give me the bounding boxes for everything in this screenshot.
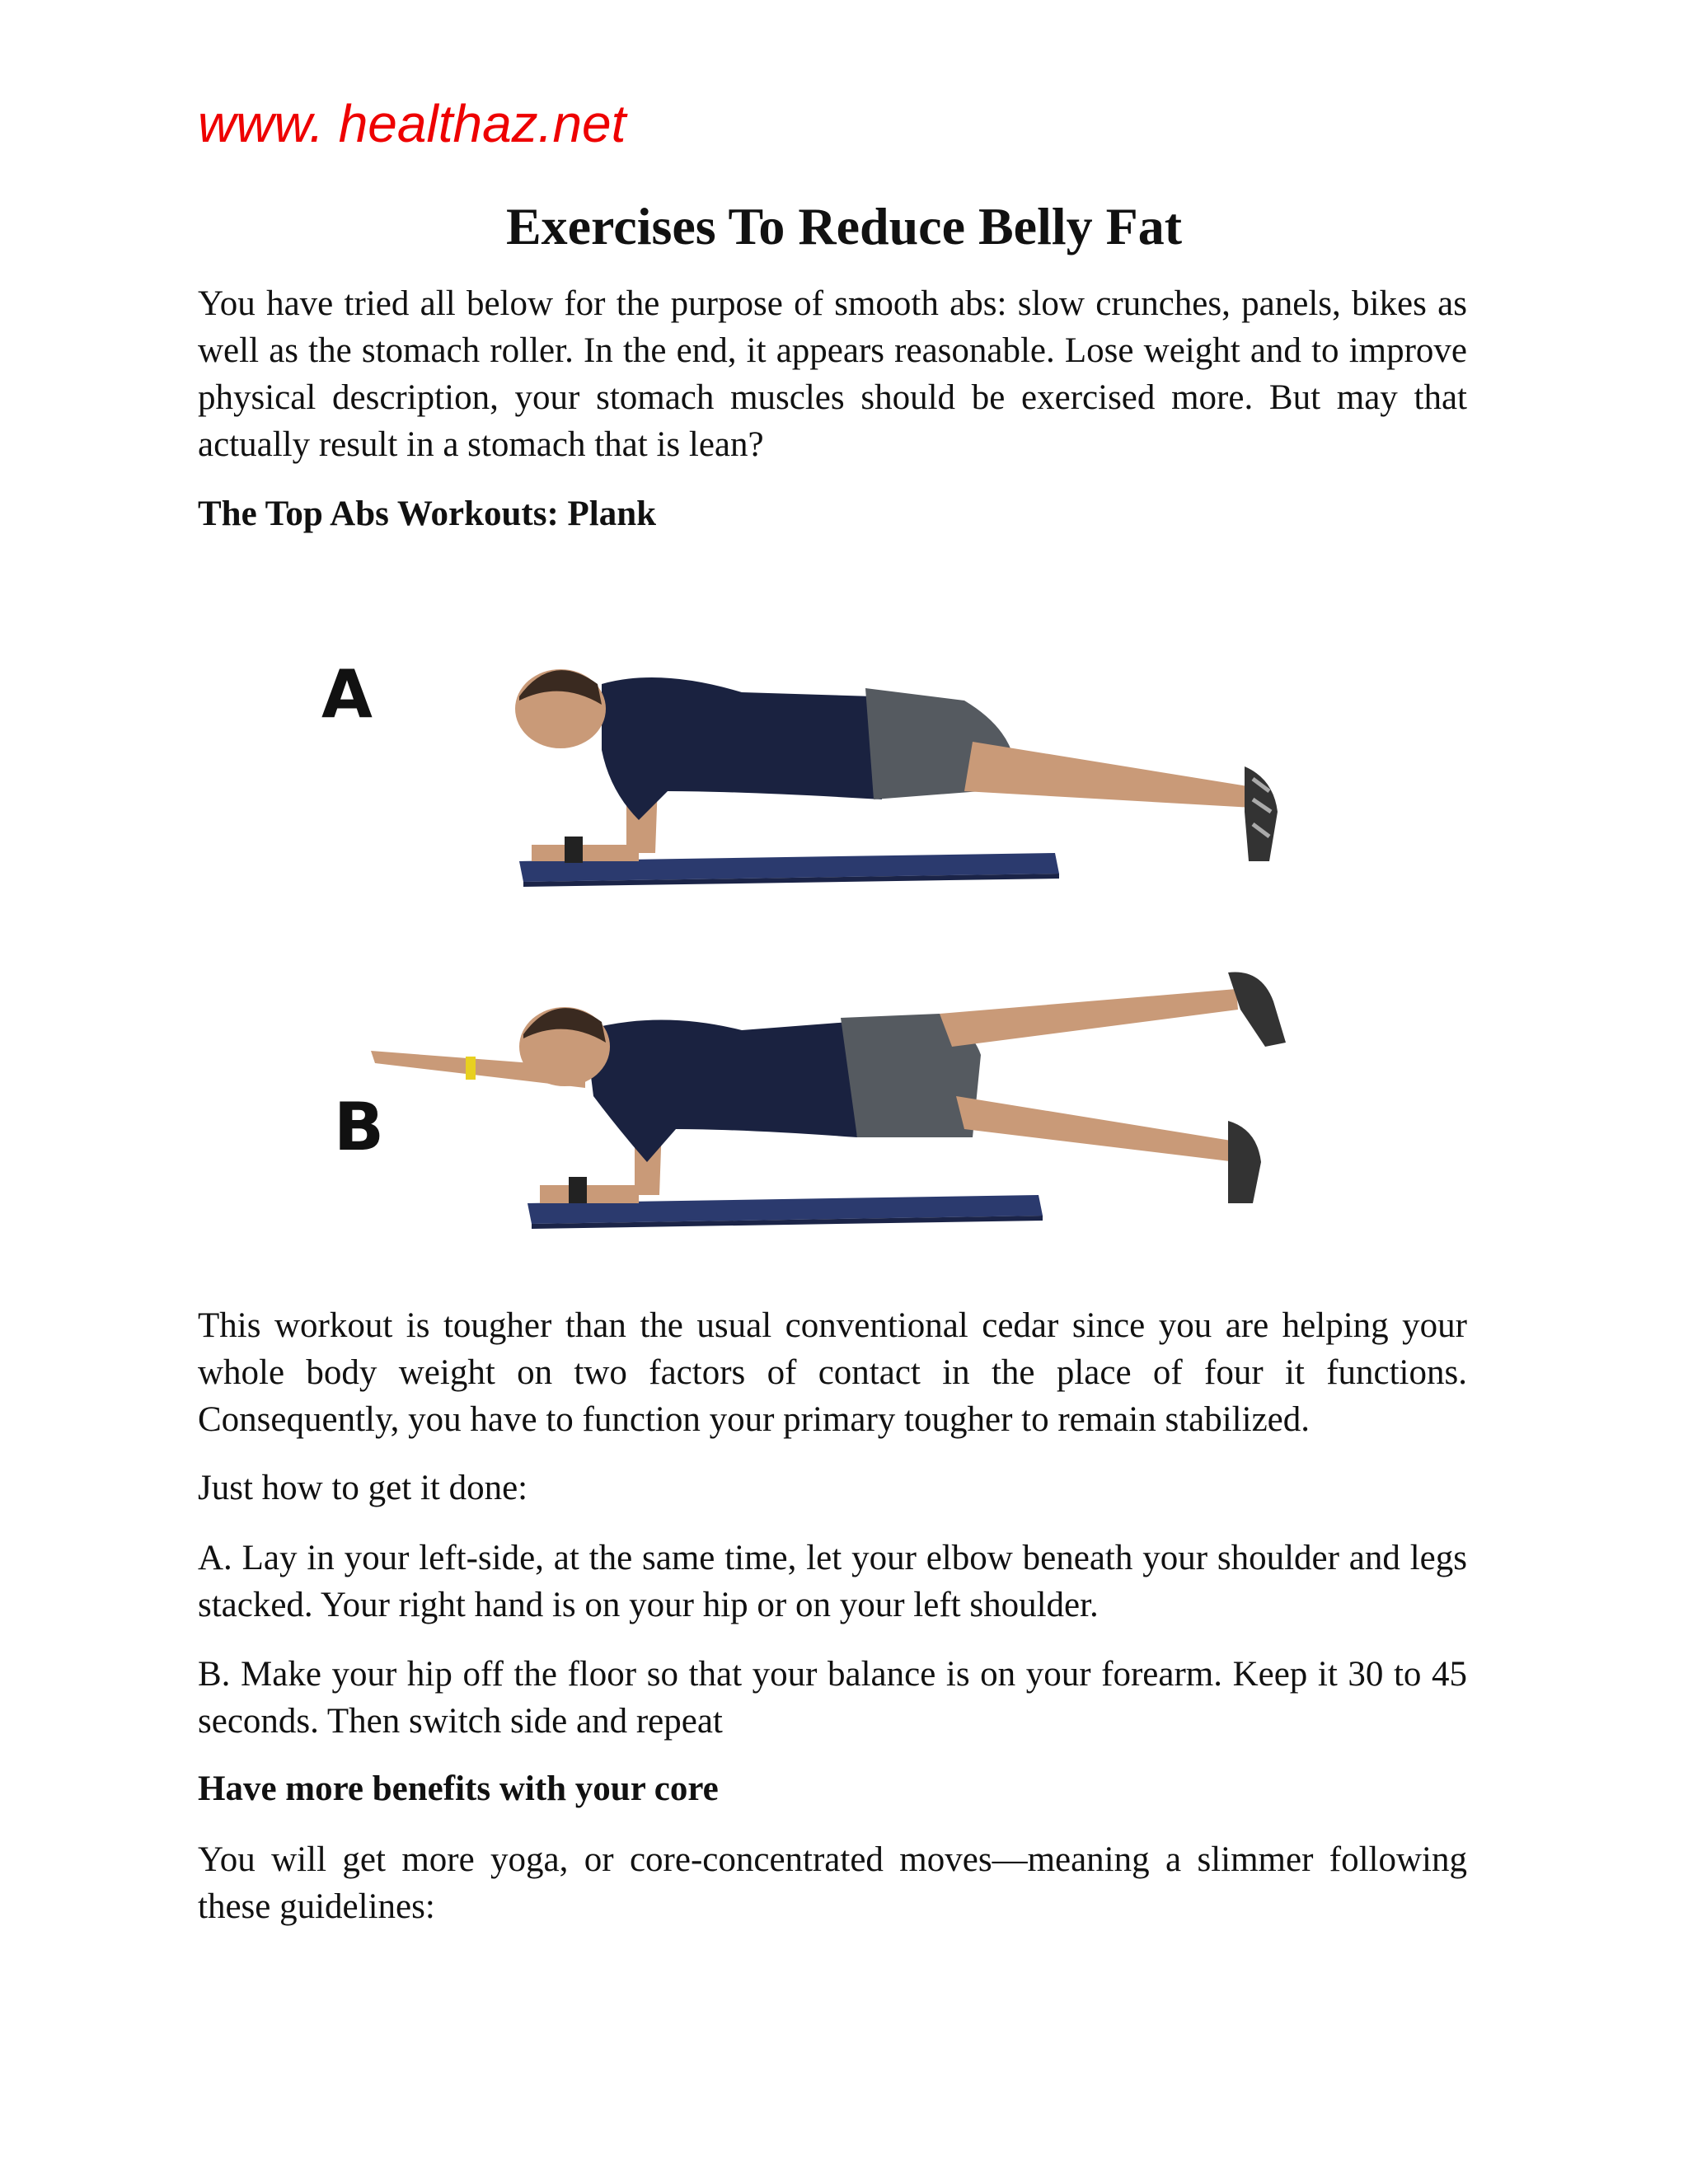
intro-block (198, 280, 1467, 468)
paragraph2-block (198, 1302, 1467, 1443)
watch-a (565, 837, 583, 863)
pose-a (515, 669, 1278, 887)
forearm-b (540, 1185, 639, 1203)
workout-description-paragraph: This workout is tougher than the usual conventional cedar since you are helping your whole body weight on two factors of contact in the place of four it functions. Consequently, you have to function your primary tougher to remain stabilized. (198, 1306, 1467, 1439)
plank-illustration (313, 635, 1385, 1253)
howto-intro: Just how to get it done: (198, 1469, 528, 1507)
section-heading-plank: The Top Abs Workouts: Plank (198, 494, 657, 533)
pose-b (371, 972, 1286, 1229)
intro-paragraph: You have tried all below for the purpose of smooth abs: slow crunches, panels, bikes as well as the stomach roller. In the end, it appears reasonable. Lose weight and to improve physical description, your stomach muscles should be exercised more. But may that actually result in a stomach that is lean? (198, 284, 1467, 464)
figure-label-b: B (334, 1089, 384, 1165)
raised-leg-b (940, 989, 1238, 1047)
wristband-b (466, 1057, 476, 1080)
shirt-a (602, 677, 882, 820)
figure-label-a: A (321, 656, 373, 733)
core-paragraph: You will get more yoga, or core-concentrated moves—meaning a slimmer following these guidelines: (198, 1840, 1467, 1926)
howto-block (198, 1465, 1467, 1511)
section1-block (198, 490, 1467, 537)
paragraph3-block (198, 1836, 1467, 1930)
plank-figure-svg (313, 635, 1385, 1253)
section-heading-core: Have more benefits with your core (198, 1769, 719, 1808)
forearm-a (532, 845, 639, 861)
lower-leg-b (956, 1096, 1236, 1162)
shoe-a (1245, 766, 1278, 861)
leg-a (964, 742, 1253, 808)
step-a-paragraph: A. Lay in your left-side, at the same time, let your elbow beneath your shoulder and legs stacked. Your right hand is on your hip or on your left shoulder. (198, 1539, 1467, 1624)
shirt-b (585, 1020, 857, 1163)
page-title: Exercises To Reduce Belly Fat (505, 197, 1183, 255)
step-b-paragraph: B. Make your hip off the floor so that your balance is on your forearm. Keep it 30 to 45 seconds. Then switch side and repeat (198, 1655, 1467, 1741)
section2-block (198, 1765, 1467, 1812)
step-a-block (198, 1535, 1467, 1629)
lower-shoe-b (1228, 1121, 1261, 1203)
site-url: www. healthaz.net (198, 94, 626, 153)
step-b-block (198, 1651, 1467, 1745)
watch-b (569, 1177, 587, 1203)
